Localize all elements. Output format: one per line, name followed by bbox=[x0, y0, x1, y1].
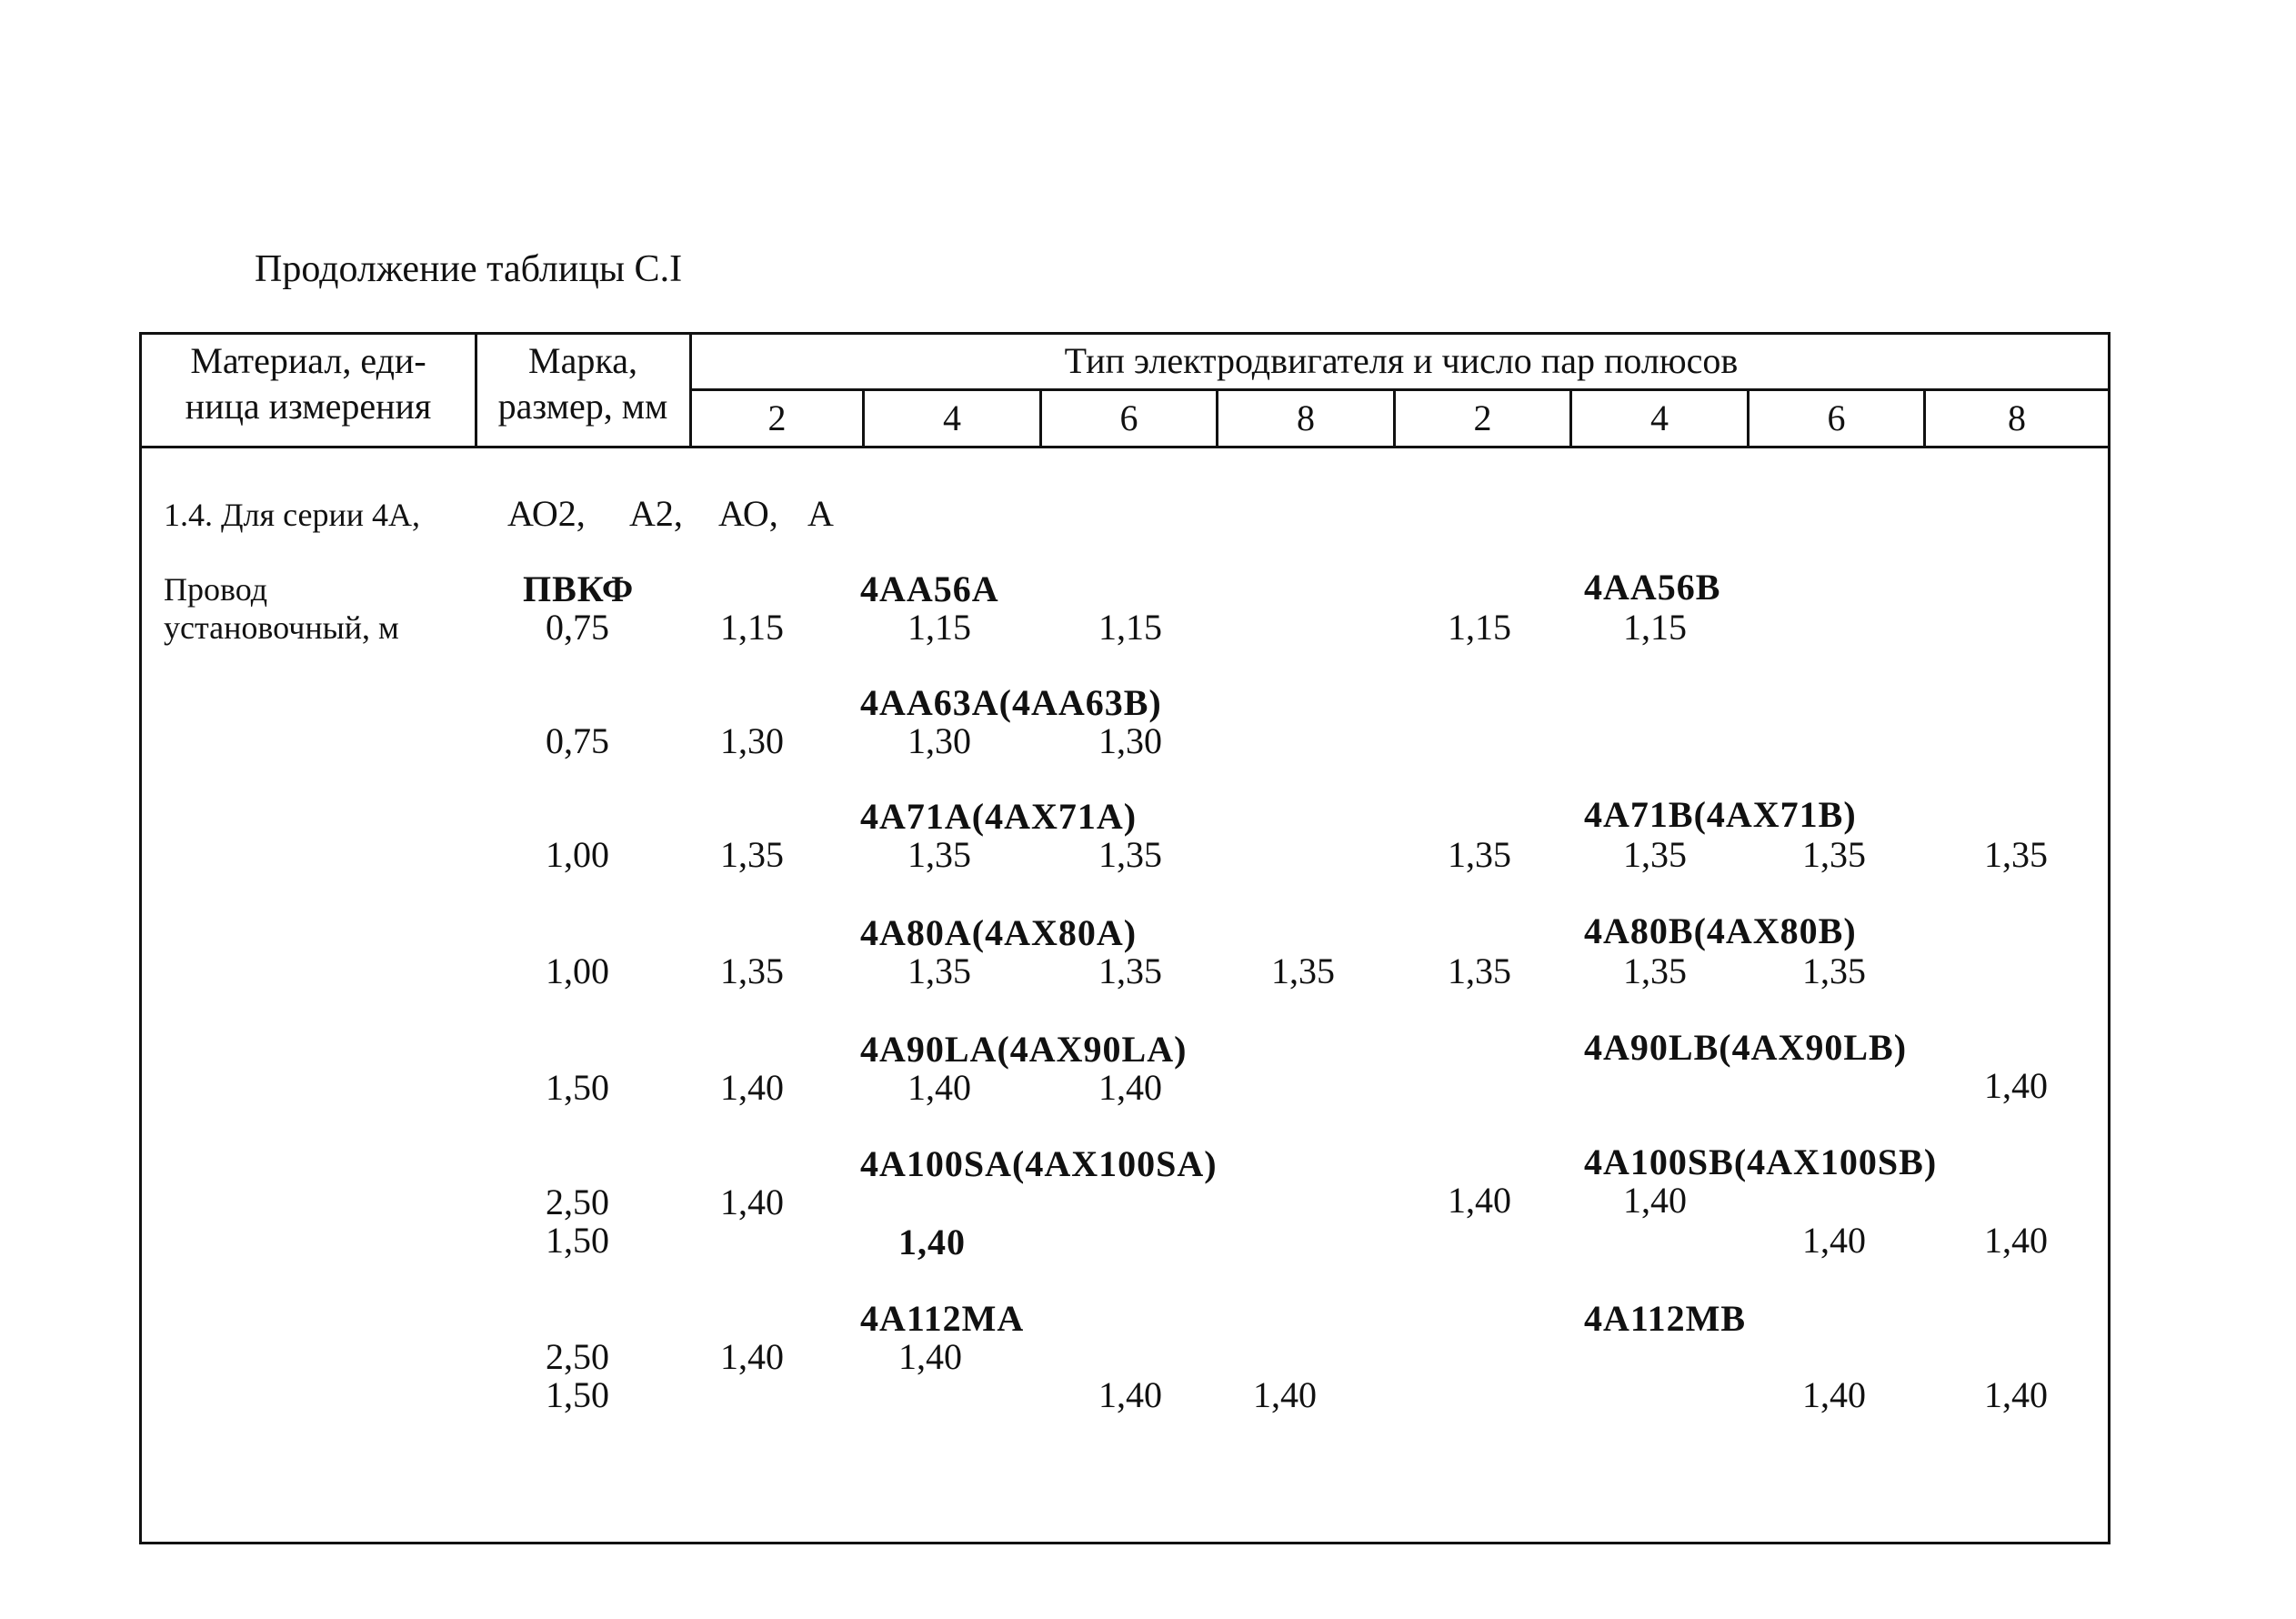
size-value: 1,50 bbox=[546, 1220, 609, 1261]
value-cell: 1,40 bbox=[1984, 1220, 2048, 1261]
value-cell: 1,30 bbox=[907, 720, 971, 761]
pole-header: 4 bbox=[943, 397, 961, 438]
value-cell: 1,35 bbox=[720, 950, 784, 991]
header-material bbox=[145, 340, 471, 427]
value-cell: 1,40 bbox=[898, 1336, 962, 1377]
pole-header: 2 bbox=[1473, 397, 1492, 438]
table-caption: Продолжение таблицы С.I bbox=[255, 248, 683, 290]
size-value: 0,75 bbox=[546, 720, 609, 761]
size-value: 1,50 bbox=[546, 1067, 609, 1108]
value-cell: 1,40 bbox=[907, 1067, 971, 1108]
value-cell: 1,15 bbox=[1448, 607, 1511, 648]
pole-header: 8 bbox=[1297, 397, 1315, 438]
section-title: 1.4. Для серии 4А, bbox=[164, 497, 421, 533]
size-value: 1,50 bbox=[546, 1374, 609, 1415]
motor-type-right: 4А112МВ bbox=[1584, 1298, 1747, 1339]
header-brand-line1: Марка, bbox=[528, 340, 637, 381]
value-cell: 1,30 bbox=[720, 720, 784, 761]
size-value: 1,00 bbox=[546, 834, 609, 875]
pole-header: 6 bbox=[1119, 397, 1138, 438]
motor-type-right: 4А71В(4АХ71В) bbox=[1584, 794, 1857, 835]
value-cell: 1,40 bbox=[1253, 1374, 1317, 1415]
value-cell: 1,35 bbox=[1271, 950, 1335, 991]
value-cell: 1,35 bbox=[1448, 950, 1511, 991]
motor-type-right: 4А100SВ(4АХ100SВ) bbox=[1584, 1141, 1938, 1182]
series-label: АО2, bbox=[507, 493, 586, 534]
header-material-line2: ница измерения bbox=[185, 386, 432, 427]
value-cell: 1,40 bbox=[1623, 1180, 1687, 1221]
motor-type-right: 4А80В(4АХ80В) bbox=[1584, 910, 1857, 951]
value-cell: 1,40 bbox=[898, 1222, 966, 1262]
series-label: А bbox=[807, 493, 834, 534]
value-cell: 1,35 bbox=[907, 834, 971, 875]
value-cell: 1,40 bbox=[1984, 1065, 2048, 1106]
motor-type-left: 4АА63А(4АА63В) bbox=[860, 682, 1162, 723]
value-cell: 1,15 bbox=[907, 607, 971, 648]
size-value: 2,50 bbox=[546, 1336, 609, 1377]
size-value: 2,50 bbox=[546, 1182, 609, 1222]
value-cell: 1,40 bbox=[1802, 1374, 1866, 1415]
material-label-line1: Провод bbox=[164, 571, 268, 608]
value-cell: 1,15 bbox=[1098, 607, 1162, 648]
value-cell: 1,15 bbox=[1623, 607, 1687, 648]
pole-header: 8 bbox=[2008, 397, 2026, 438]
motor-type-left: 4А80А(4АХ80А) bbox=[860, 912, 1138, 953]
value-cell: 1,40 bbox=[1098, 1067, 1162, 1108]
header-brand-size bbox=[478, 340, 687, 427]
value-cell: 1,40 bbox=[1098, 1374, 1162, 1415]
value-cell: 1,30 bbox=[1098, 720, 1162, 761]
value-cell: 1,35 bbox=[907, 950, 971, 991]
size-value: 0,75 bbox=[546, 607, 609, 648]
poles-top-rule bbox=[689, 388, 2111, 391]
value-cell: 1,15 bbox=[720, 607, 784, 648]
header-divider-col1 bbox=[475, 332, 477, 448]
motor-type-left: 4А112МА bbox=[860, 1298, 1025, 1339]
header-material-line1: Материал, еди- bbox=[190, 340, 426, 381]
motor-type-right: 4АА56В bbox=[1584, 567, 1721, 608]
pole-header: 6 bbox=[1827, 397, 1846, 438]
value-cell: 1,40 bbox=[720, 1336, 784, 1377]
value-cell: 1,35 bbox=[1623, 834, 1687, 875]
pole-header: 2 bbox=[767, 397, 787, 438]
value-cell: 1,35 bbox=[1098, 834, 1162, 875]
value-cell: 1,35 bbox=[1448, 834, 1511, 875]
value-cell: 1,40 bbox=[1984, 1374, 2048, 1415]
header-motor-type: Тип электродвигателя и число пар полюсов bbox=[1064, 340, 1739, 381]
pole-header: 4 bbox=[1650, 397, 1669, 438]
value-cell: 1,40 bbox=[1448, 1180, 1511, 1221]
size-value: 1,00 bbox=[546, 950, 609, 991]
series-label: А2, bbox=[629, 493, 683, 534]
motor-type-left: 4А90LА(4АХ90LА) bbox=[860, 1029, 1188, 1070]
value-cell: 1,35 bbox=[720, 834, 784, 875]
value-cell: 1,35 bbox=[1802, 834, 1866, 875]
value-cell: 1,40 bbox=[720, 1067, 784, 1108]
wire-brand: ПВКФ bbox=[523, 568, 635, 609]
value-cell: 1,35 bbox=[1623, 950, 1687, 991]
value-cell: 1,35 bbox=[1984, 834, 2048, 875]
header-brand-line2: размер, мм bbox=[497, 386, 668, 427]
material-label-line2: установочный, м bbox=[164, 609, 399, 646]
motor-type-left: 4А100SА(4АХ100SА) bbox=[860, 1143, 1218, 1184]
value-cell: 1,40 bbox=[1802, 1220, 1866, 1261]
motor-type-left: 4АА56А bbox=[860, 568, 999, 609]
value-cell: 1,35 bbox=[1098, 950, 1162, 991]
motor-type-left: 4А71А(4АХ71А) bbox=[860, 796, 1138, 837]
header-bottom-rule bbox=[139, 446, 2111, 448]
motor-type-right: 4А90LВ(4АХ90LВ) bbox=[1584, 1027, 1908, 1068]
series-label: АО, bbox=[718, 493, 778, 534]
value-cell: 1,40 bbox=[720, 1182, 784, 1222]
value-cell: 1,35 bbox=[1802, 950, 1866, 991]
